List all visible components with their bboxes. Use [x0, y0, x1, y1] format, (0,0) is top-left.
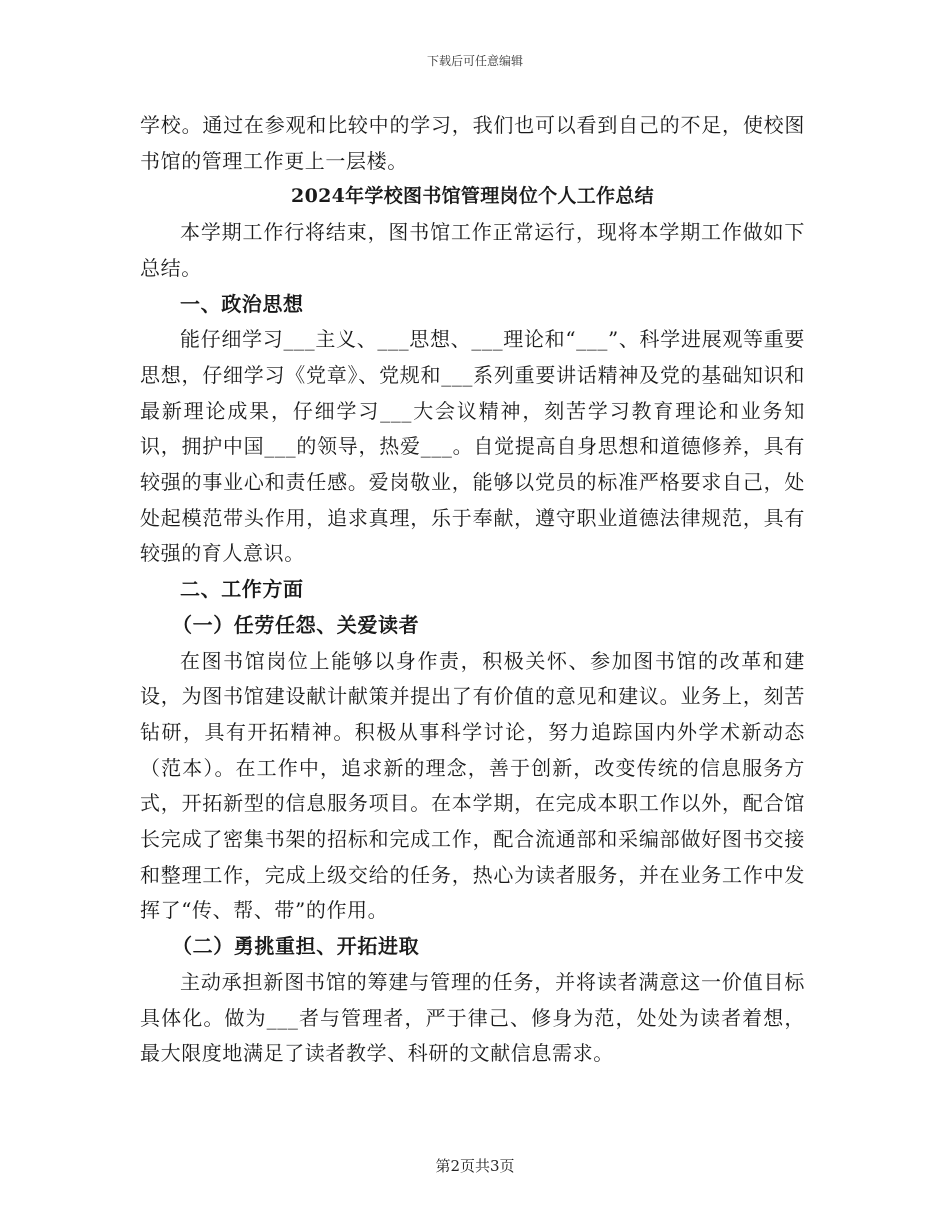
section-heading-work: 二、工作方面: [180, 577, 304, 602]
subsection-paragraph-diligence: 在图书馆岗位上能够以身作责，积极关怀、参加图书馆的改革和建设，为图书馆建设献计献策并提出了有价值的意见和建议。业务上，刻苦钻研，具有开拓精神。积极从事科学讨论，努力追踪国内外学术新动态（范本）。在工作中，追求新的理念，善于创新，改变传统的信息服务方式，开拓新型的信息服务项目。在本学期，在完成本职工作以外，配合馆长完成了密集书架的招标和完成工作，配合流通部和采编部做好图书交接和整理工作，完成上级交给的任务，热心为读者服务，并在业务工作中发挥了“传、帮、带”的作用。: [140, 648, 805, 923]
section-paragraph-politics: 能仔细学习___主义、___思想、___理论和“___”、科学进展观等重要思想，仔细学习《党章》、党规和___系列重要讲话精神及党的基础知识和最新理论成果，仔细学习___大会议精神，刻苦学习教育理论和业务知识，拥护中国___的领导，热爱___。自觉提高自身思想和道德修养，具有较强的事业心和责任感。爱岗敬业，能够以党员的标准严格要求自己，处处起模范带头作用，追求真理，乐于奉献，遵守职业道德法律规范，具有较强的育人意识。: [140, 327, 805, 566]
page-header: 下载后可任意编辑: [426, 54, 523, 68]
opening-paragraph: 本学期工作行将结束，图书馆工作正常运行，现将本学期工作做如下总结。: [140, 220, 805, 280]
page-number-footer: 第2页共3页: [435, 1157, 515, 1175]
section-heading-politics: 一、政治思想: [180, 291, 304, 316]
intro-paragraph: 学校。通过在参观和比较中的学习，我们也可以看到自己的不足，使校图书馆的管理工作更上一层楼。: [140, 113, 805, 173]
document-body: [140, 108, 805, 1072]
subsection-heading-pioneering: （二）勇挑重担、开拓进取: [172, 934, 420, 959]
subsection-heading-diligence: （一）任劳任怨、关爱读者: [172, 612, 420, 637]
document-title: 2024年学校图书馆管理岗位个人工作总结: [291, 185, 654, 208]
subsection-paragraph-pioneering: 主动承担新图书馆的筹建与管理的任务，并将读者满意这一价值目标具体化。做为___者与管理者，严于律己、修身为范，处处为读者着想，最大限度地满足了读者教学、科研的文献信息需求。: [140, 969, 805, 1066]
